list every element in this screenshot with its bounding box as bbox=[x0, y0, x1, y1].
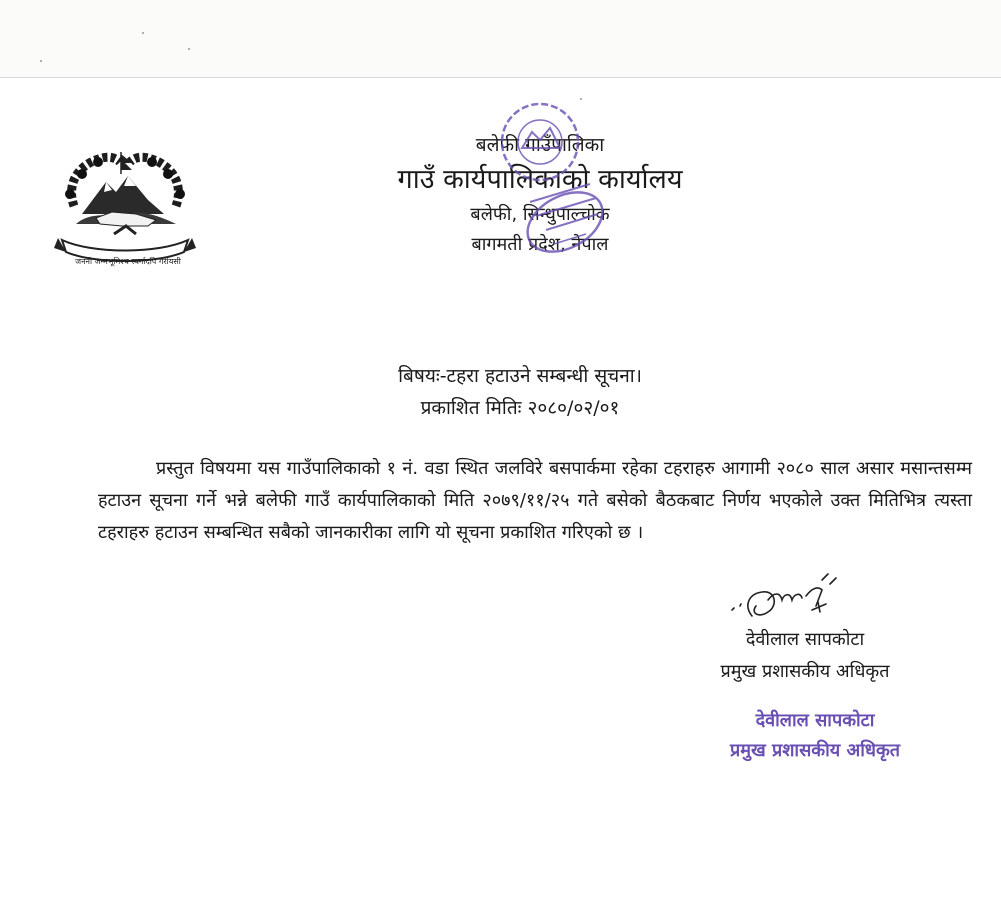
scan-speck bbox=[142, 32, 144, 34]
signatory-block bbox=[690, 624, 920, 688]
notice-subject: बिषयः-टहरा हटाउने सम्बन्धी सूचना। bbox=[398, 365, 642, 387]
published-date: प्रकाशित मितिः २०८०/०२/०१ bbox=[420, 397, 620, 419]
office-name: गाउँ कार्यपालिकाको कार्यालय bbox=[397, 164, 683, 195]
scan-speck bbox=[188, 48, 190, 50]
scan-speck bbox=[40, 60, 42, 62]
office-address: बलेफी, सिन्धुपाल्चोक bbox=[470, 204, 610, 225]
notice-body bbox=[98, 453, 972, 549]
office-seal-icon bbox=[470, 92, 620, 257]
stamp-name: देवीलाल सापकोटा bbox=[755, 710, 875, 731]
office-province: बागमती प्रदेश, नेपाल bbox=[471, 234, 609, 255]
stamp-designation: प्रमुख प्रशासकीय अधिकृत bbox=[729, 740, 901, 761]
signatory-designation: प्रमुख प्रशासकीय अधिकृत bbox=[720, 661, 890, 682]
signatory-name: देवीलाल सापकोटा bbox=[745, 629, 865, 650]
notice-paragraph: प्रस्तुत विषयमा यस गाउँपालिकाको १ नं. वडा स्थित जलविरे बसपार्कमा रहेका टहराहरु आगामी २०८० साल असार मसान्तसम्म हटाउन सूचना गर्ने भन्ने बलेफी गाउँ कार्यपालिकाको मिति २०७९/११/२५ गते बसेको बैठकबाट निर्णय भएकोले उक्त मितिभित्र त्यस्ता टहराहरु हटाउन सम्बन्धित सबैको जानकारीका लागि यो सूचना प्रकाशित गरिएको छ । bbox=[98, 458, 972, 543]
municipality-name: बलेफी गाउँपालिका bbox=[475, 134, 605, 156]
scan-top-margin bbox=[0, 0, 1001, 78]
nepal-emblem-icon bbox=[52, 148, 198, 272]
name-stamp bbox=[700, 706, 930, 766]
notice-heading bbox=[300, 360, 740, 424]
emblem-motto: जननी जन्मभूमिश्च स्वर्गादपि गरीयसी bbox=[75, 257, 181, 266]
